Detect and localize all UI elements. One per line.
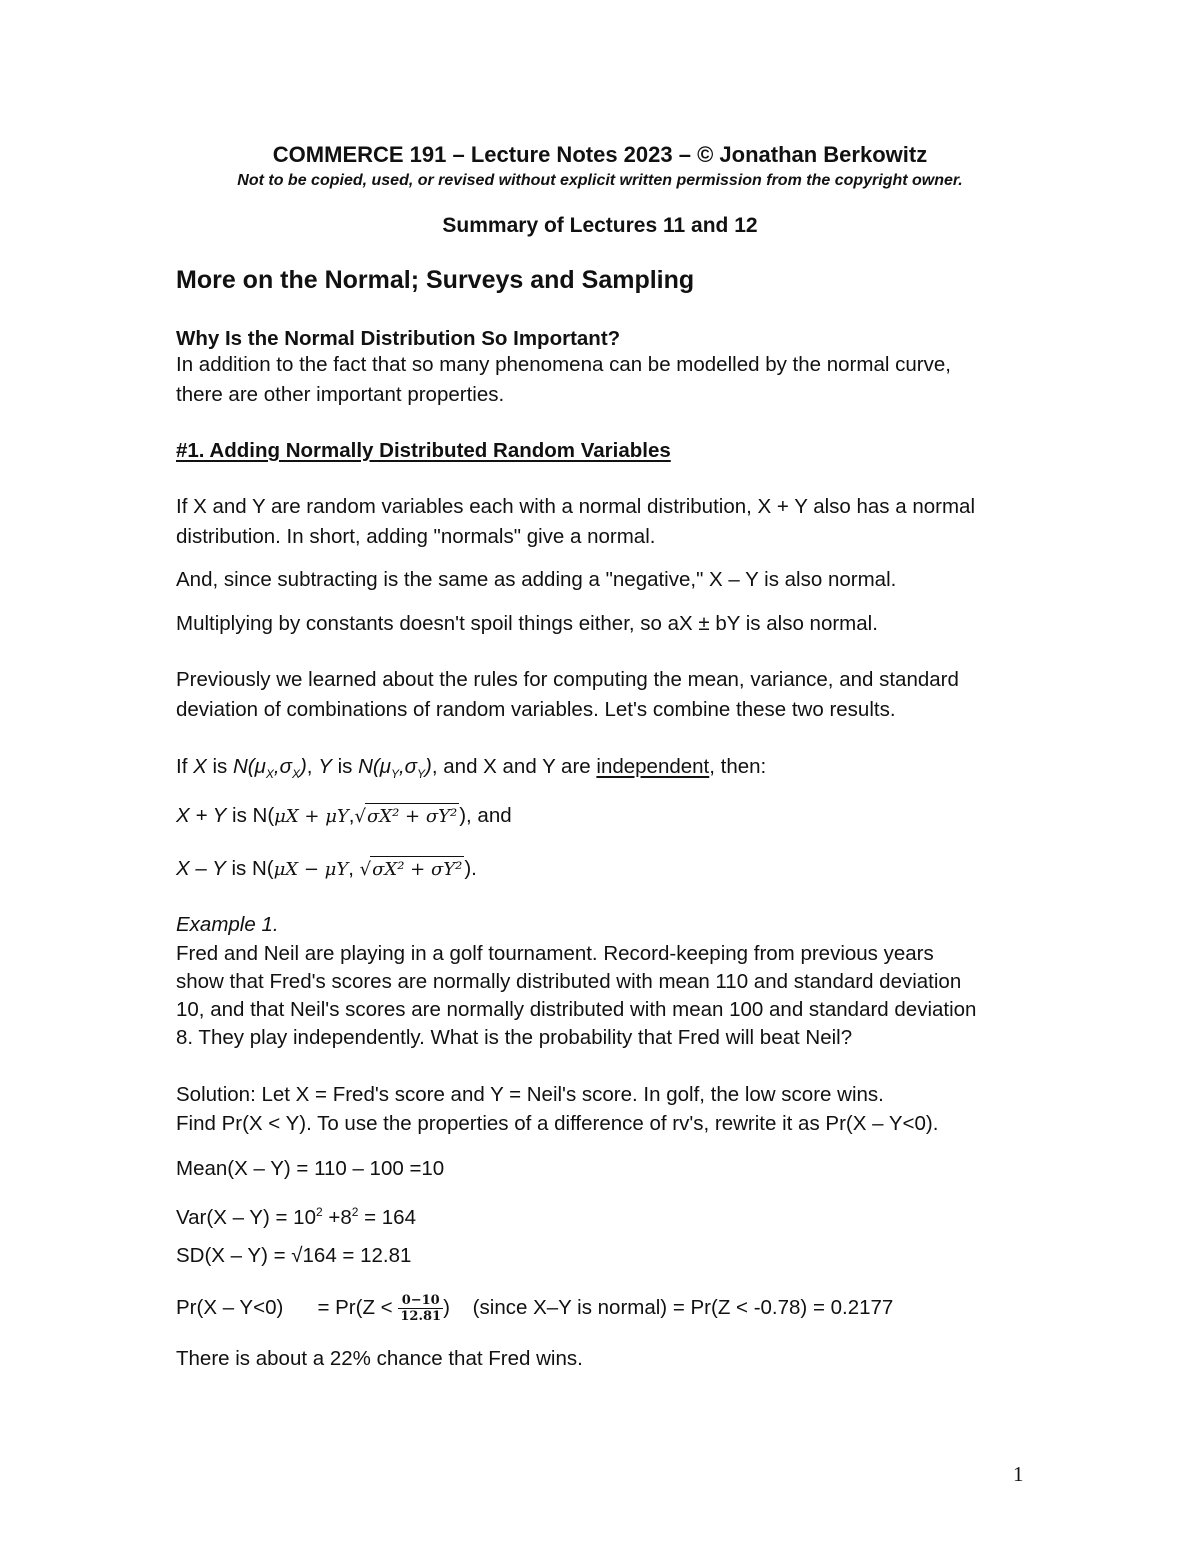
sd-calculation: SD(X – Y) = √164 = 12.81 [176, 1244, 412, 1267]
subsection-title: #1. Adding Normally Distributed Random Variables [176, 439, 671, 462]
page-number: 1 [1013, 1462, 1024, 1486]
section-heading: More on the Normal; Surveys and Sampling [176, 266, 695, 294]
paragraph-4-line-2: deviation of combinations of random variables. Let's combine these two results. [176, 698, 896, 721]
sum-formula: X + Y is N(μX + μY,√σX² + σY²), and [176, 803, 512, 830]
independent-term: independent [596, 755, 710, 778]
solution-line-2: Find Pr(X < Y). To use the properties of a difference of rv's, rewrite it as Pr(X – Y<0). [176, 1112, 939, 1135]
independence-condition: If X is $N(\mu_X,\sigma_X)$, Y is $N(\mu_Y,\sigma_Y)$, and X and Y are independent, then: [176, 755, 767, 782]
conclusion: There is about a 22% chance that Fred wins. [176, 1347, 583, 1370]
why-title: Why Is the Normal Distribution So Important? [176, 327, 621, 350]
solution-line-1: Solution: Let X = Fred's score and Y = Neil's score. In golf, the low score wins. [176, 1083, 884, 1106]
paragraph-2: And, since subtracting is the same as adding a "negative," X – Y is also normal. [176, 568, 897, 591]
example-line-3: 10, and that Neil's scores are normally distributed with mean 100 and standard deviation [176, 998, 977, 1021]
copyright-notice: Not to be copied, used, or revised without explicit written permission from the copyright owner. [237, 172, 963, 189]
sqrt-sign: √ [359, 859, 372, 880]
example-line-2: show that Fred's scores are normally distributed with mean 110 and standard deviation [176, 970, 962, 993]
probability-calculation: Pr(X – Y<0) = Pr(Z < $\frac{0-10}{12.81}$ ) (since X–Y is normal) = Pr(Z < -0.78) = 0.2177 [176, 1293, 894, 1324]
why-line-2: there are other important properties. [176, 383, 505, 406]
difference-formula: X – Y is N(μX − μY, √σX² + σY²). [176, 856, 477, 883]
example-line-1: Fred and Neil are playing in a golf tournament. Record-keeping from previous years [176, 942, 934, 965]
example-line-4: 8. They play independently. What is the probability that Fred will beat Neil? [176, 1026, 853, 1049]
document-title: COMMERCE 191 – Lecture Notes 2023 – © Jonathan Berkowitz [272, 142, 928, 167]
mean-calculation: Mean(X – Y) = 110 – 100 =10 [176, 1157, 445, 1180]
paragraph-1-line-1: If X and Y are random variables each with a normal distribution, X + Y also has a normal [176, 495, 975, 518]
paragraph-4-line-1: Previously we learned about the rules for computing the mean, variance, and standard [176, 668, 959, 691]
sqrt-sign: √ [354, 806, 366, 827]
summary-title: Summary of Lectures 11 and 12 [442, 214, 758, 237]
variance-calculation: $Var(X - Y) = 10^2 +8^2 = 164$ [176, 1205, 416, 1229]
paragraph-3: Multiplying by constants doesn't spoil things either, so aX ± bY is also normal. [176, 612, 878, 635]
example-label: Example 1. [176, 913, 279, 936]
paragraph-1-line-2: distribution. In short, adding "normals" give a normal. [176, 525, 656, 548]
z-fraction: $\frac{0-10}{12.81}$ [400, 1293, 442, 1324]
why-line-1: In addition to the fact that so many phenomena can be modelled by the normal curve, [176, 353, 951, 376]
